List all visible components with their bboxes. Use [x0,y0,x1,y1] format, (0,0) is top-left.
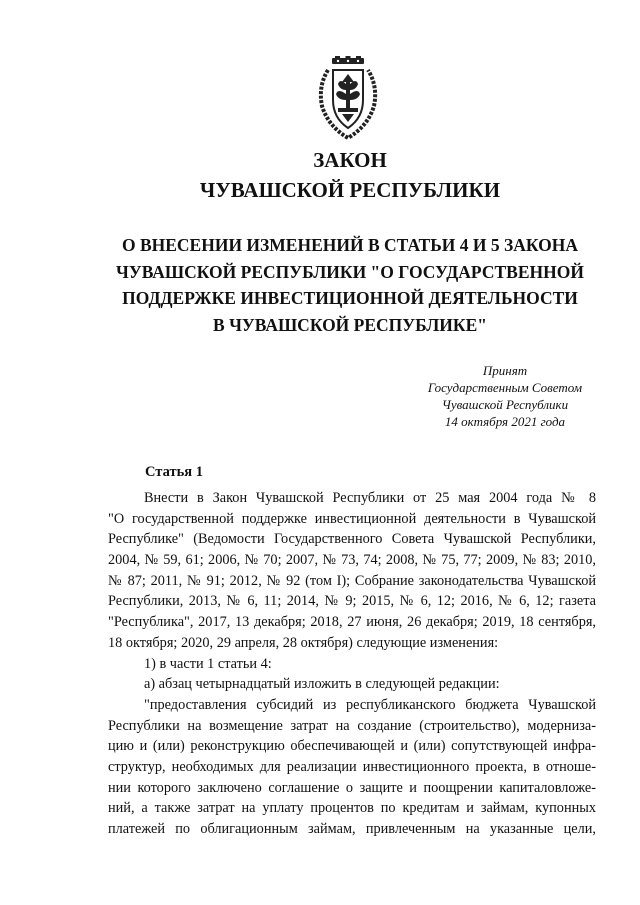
body-line: Республики на возмещение затрат на создание (строительство), модерниза- [108,717,596,734]
body-line: "О государственной поддержке инвестиционной деятельности в Чувашской [108,510,596,527]
body-line: нии которого заключено соглашение о защите и поощрении капиталовложе- [108,779,596,796]
adoption-date: 14 октября 2021 года [444,414,566,429]
body-line: Внести в Закон Чувашской Республики от 25 мая 2004 года № 8 [144,490,596,506]
law-name-line: ЧУВАШСКОЙ РЕСПУБЛИКИ "О ГОСУДАРСТВЕННОЙ [116,261,584,282]
body-line: № 87; 2011, № 91; 2012, № 92 (том I); Собрание законодательства Чувашской [108,572,596,589]
body-line: 18 октября; 2020, 29 апреля, 28 октября) следующие изменения: [108,634,499,651]
law-subtitle-republic: ЧУВАШСКОЙ РЕСПУБЛИКИ [199,178,501,202]
adoption-line: Принят [482,363,528,378]
article-body [108,488,596,840]
body-line: ний, а также затрат на уплату процентов по кредитам и займам, купонных [108,800,596,817]
adoption-note [400,362,610,430]
body-line: 1) в части 1 статьи 4: [144,655,272,672]
law-name-line: ПОДДЕРЖКЕ ИНВЕСТИЦИОННОЙ ДЕЯТЕЛЬНОСТИ [122,288,578,308]
law-title: ЗАКОН [313,148,387,172]
body-line: цию и (или) реконструкцию обеспечивающей и (или) сопутствующей инфра- [108,738,596,755]
law-name-line: О ВНЕСЕНИИ ИЗМЕНЕНИЙ В СТАТЬИ 4 И 5 ЗАКОНА [121,235,579,255]
body-line: структур, необходимых для реализации инвестиционного проекта, в отноше- [108,758,596,775]
body-line: "Республика", 2017, 13 декабря; 2018, 27 июня, 26 декабря; 2019, 18 сентября, [108,614,596,631]
law-name [80,232,620,338]
body-line: Республике" (Ведомости Государственного Совета Чувашской Республики, [108,531,596,548]
body-line: Республики, 2013, № 6, 11; 2014, № 9; 2015, № 6, 12; 2016, № 6, 12; газета [108,593,596,610]
body-line: 2004, № 59, 61; 2006, № 70; 2007, № 73, 74; 2008, № 75, 77; 2009, № 83; 2010, [108,552,596,569]
body-line: "предоставления субсидий из республиканского бюджета Чувашской [144,696,596,713]
law-name-line: В ЧУВАШСКОЙ РЕСПУБЛИКЕ" [213,314,487,335]
body-line: а) абзац четырнадцатый изложить в следующей редакции: [144,676,500,693]
body-line: платежей по облигационным займам, привлеченным на указанные цели, [108,821,596,837]
article-heading: Статья 1 [145,464,203,480]
adoption-line: Государственным Советом [427,380,583,395]
adoption-line: Чувашской Республики [441,397,569,412]
chuvash-emblem-icon [316,56,380,140]
